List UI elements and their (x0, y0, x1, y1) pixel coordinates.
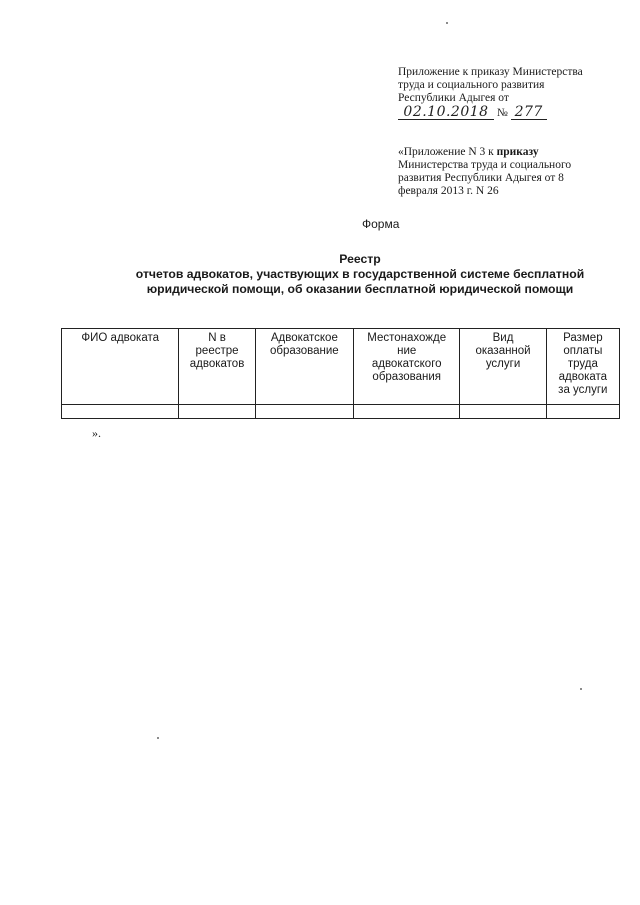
closing-quote-mark: ». (92, 426, 101, 440)
table-cell[interactable] (546, 405, 619, 419)
header-text-line: реестре (195, 345, 239, 357)
table-cell[interactable] (460, 405, 546, 419)
title-line-1: Реестр (339, 252, 381, 266)
header-registry-number (179, 329, 255, 405)
appendix-no3-first-line (398, 146, 603, 159)
order-date-number-line (398, 106, 608, 120)
title-line-3: юридической помощи, об оказании бесплатной юридической помощи (146, 282, 574, 296)
handwritten-order-number: 277 (511, 106, 547, 120)
appendix-order-line-1: Приложение к приказу Министерства (398, 66, 583, 78)
document-title (100, 252, 620, 297)
header-text-line: услуги (485, 358, 521, 370)
table-row (62, 405, 620, 419)
scan-speck (157, 737, 159, 739)
appendix-no3-prefix: «Приложение N 3 к (398, 146, 497, 158)
scan-speck (446, 22, 448, 24)
header-bar-formation (255, 329, 353, 405)
header-formation-location (354, 329, 460, 405)
header-advocate-name (62, 329, 179, 405)
header-payment-amount (546, 329, 619, 405)
header-text-line: оказанной (475, 345, 531, 357)
appendix-no3-line-2: Министерства труда и социального (398, 159, 572, 171)
title-line-2: отчетов адвокатов, участвующих в государственной системе бесплатной (135, 267, 585, 281)
header-text-line: Адвокатское (270, 332, 338, 344)
header-text-line: N в (208, 332, 226, 344)
appendix-no3-line-4: февраля 2013 г. N 26 (398, 185, 499, 197)
header-text-line: Вид (492, 332, 514, 344)
header-text-line: Местонахожде (367, 332, 447, 344)
table-header-row (62, 329, 620, 405)
header-text-line: ФИО адвоката (81, 332, 159, 344)
appendix-order-block (398, 66, 608, 120)
header-text-line: ние (397, 345, 417, 357)
table-cell[interactable] (354, 405, 460, 419)
appendix-no3-block (398, 146, 603, 198)
appendix-order-line-3: Республики Адыгея от (398, 92, 509, 104)
header-text-line: труда (567, 358, 598, 370)
appendix-no3-prefix-bold: приказу (496, 146, 539, 158)
header-text-line: Размер (563, 332, 603, 344)
registry-table (61, 328, 620, 419)
number-sign: № (496, 107, 508, 119)
form-label: Форма (362, 217, 400, 231)
table-cell[interactable] (255, 405, 353, 419)
scan-speck (580, 688, 582, 690)
header-text-line: адвоката (558, 371, 608, 383)
header-text-line: адвокатов (189, 358, 245, 370)
header-text-line: оплаты (563, 345, 603, 357)
table-cell[interactable] (62, 405, 179, 419)
header-service-type (460, 329, 546, 405)
appendix-no3-line-3: развития Республики Адыгея от 8 (398, 172, 564, 184)
table-cell[interactable] (179, 405, 255, 419)
handwritten-order-date: 02.10.2018 (398, 106, 494, 120)
header-text-line: образования (372, 371, 441, 383)
header-text-line: адвокатского (371, 358, 442, 370)
header-text-line: образование (269, 345, 339, 357)
header-text-line: за услуги (558, 384, 608, 396)
appendix-order-line-2: труда и социального развития (398, 79, 545, 91)
